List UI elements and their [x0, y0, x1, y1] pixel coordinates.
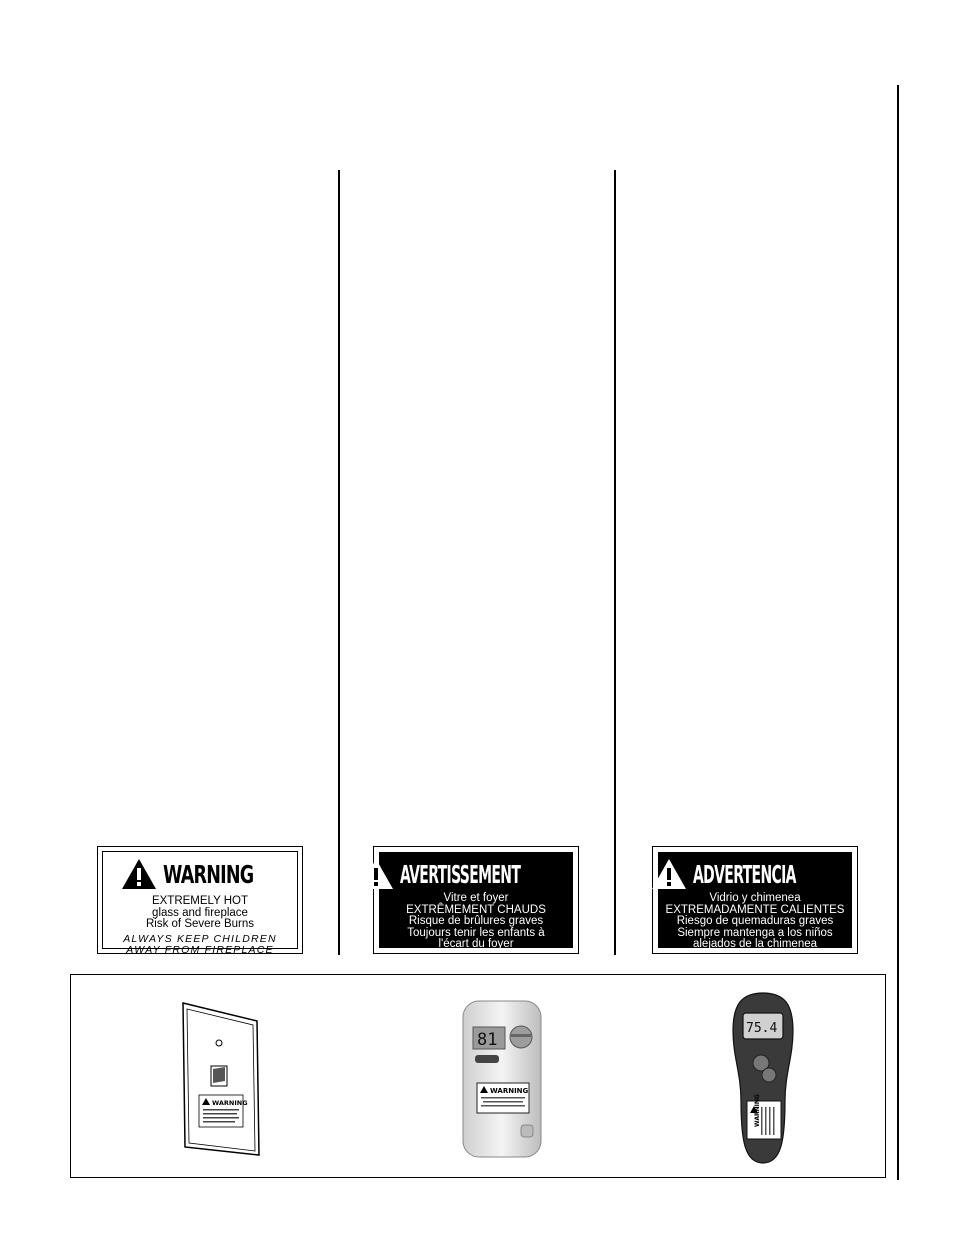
- label-header: [658, 852, 852, 893]
- label-line-italic: ALWAYS KEEP CHILDREN: [123, 932, 277, 945]
- label-line: Risk of Severe Burns: [145, 918, 254, 931]
- thermostat-warning-text: WARNING: [490, 1087, 529, 1095]
- label-header-text: WARNING: [163, 859, 254, 889]
- thermostat-display-text: 81: [477, 1030, 498, 1050]
- device-figure-box: [70, 974, 886, 1178]
- label-line: EXTRÊMEMENT CHAUDS: [406, 903, 546, 916]
- remote-warning-text: WARNING: [754, 1094, 761, 1127]
- warning-triangle-icon: [358, 858, 394, 890]
- warning-label-spanish: [652, 846, 858, 954]
- label-header: [103, 852, 297, 893]
- label-line-italic: AWAY FROM FIREPLACE: [126, 944, 274, 957]
- remote-control-illustration: [731, 991, 795, 1165]
- label-line: l'écart du foyer: [438, 938, 514, 951]
- label-line: alejados de la chimenea: [692, 938, 818, 951]
- label-line: EXTREMADAMENTE CALIENTES: [665, 903, 845, 916]
- label-line: Riesgo de quemaduras graves: [676, 915, 834, 928]
- warning-label-french: [373, 846, 579, 954]
- remote-display-text: 75.4: [746, 1021, 778, 1036]
- label-line: Risque de brûlures graves: [408, 915, 544, 928]
- switch-warning-text: WARNING: [212, 1099, 248, 1107]
- column-divider-2: [614, 170, 616, 955]
- label-line: Siempre mantenga a los niños: [677, 926, 833, 939]
- column-divider-1: [338, 170, 340, 955]
- wall-switch-illustration: [181, 1001, 261, 1157]
- thermostat-illustration: [461, 999, 543, 1159]
- label-header: [379, 852, 573, 893]
- label-line: Vitre et foyer: [443, 892, 509, 904]
- label-line: Vidrio y chimenea: [709, 892, 801, 904]
- label-line: EXTREMELY HOT: [151, 895, 249, 907]
- warning-triangle-icon: [651, 858, 687, 890]
- label-line: Toujours tenir les enfants à: [407, 926, 545, 939]
- warning-triangle-icon: [121, 858, 157, 890]
- label-header-text: ADVERTENCIA: [693, 859, 796, 889]
- warning-label-english: [97, 846, 303, 957]
- label-line: glass and fireplace: [152, 906, 248, 919]
- label-header-text: AVERTISSEMENT: [400, 859, 521, 889]
- right-margin-rule: [897, 85, 899, 1180]
